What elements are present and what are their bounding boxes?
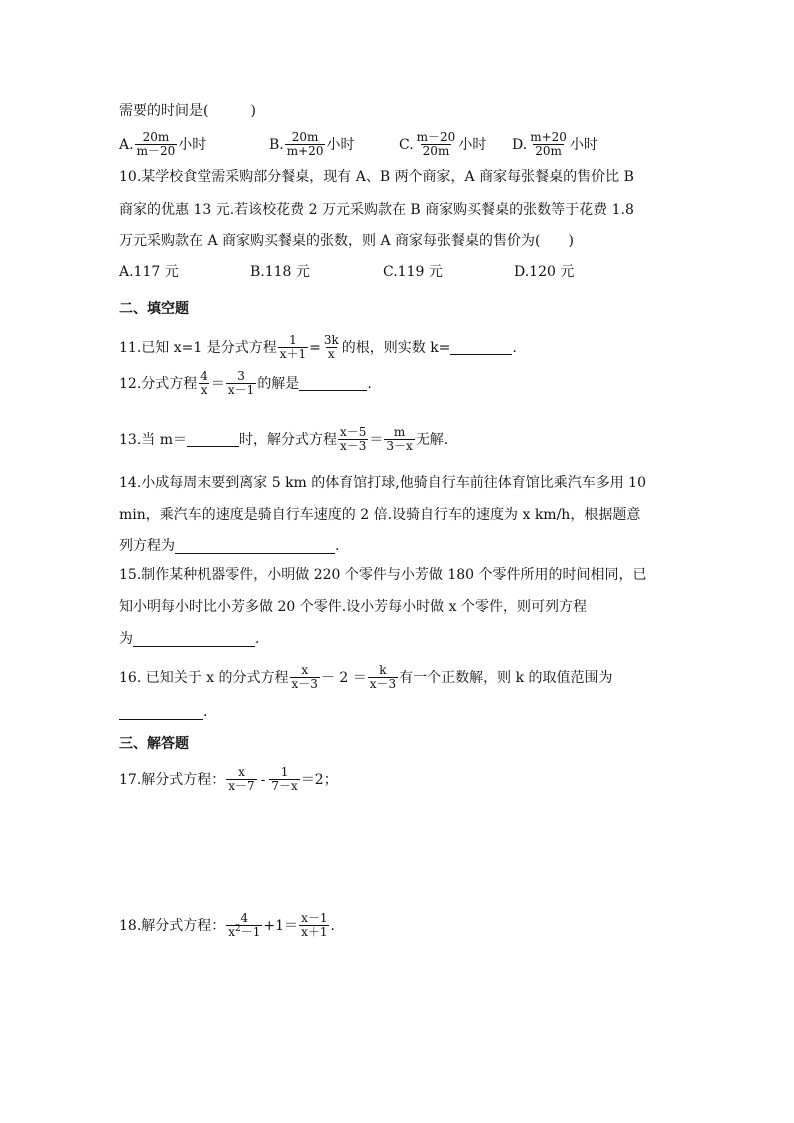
q9-options	[119, 131, 598, 158]
answer-blank[interactable]	[119, 705, 203, 720]
fraction: $\frac{1}{7-x}$	[271, 765, 298, 793]
fraction: $\frac{4}{x}$	[200, 369, 208, 397]
q9-stem: 需要的时间是( )	[119, 103, 256, 119]
answer-blank[interactable]	[175, 539, 335, 554]
q18: 18.解分式方程： $\frac{4}{x^2-1}$ +1＝ $\frac{x-1}{x+1}$ .	[119, 911, 335, 939]
q10-option-b[interactable]: B.118 元	[250, 264, 310, 280]
q9-option-c[interactable]: C. $\frac{m-20}{20m}$ 小时	[399, 130, 487, 158]
fraction: $\frac{4}{x^2-1}$	[228, 911, 261, 939]
answer-blank[interactable]	[133, 632, 255, 647]
fraction: $\frac{20m}{m+20}$	[286, 130, 324, 158]
q14-line-1: 14.小成每周末要到离家 5 km 的体育馆打球,他骑自行车前往体育馆比乘汽车多用 10	[119, 475, 646, 491]
q12: 12.分式方程 $\frac{4}{x}$ ＝ $\frac{3}{x-1}$ 的解是 .	[119, 369, 372, 397]
q10-option-d[interactable]: D.120 元	[514, 264, 575, 280]
fraction: $\frac{1}{x+1}$	[279, 333, 307, 361]
fraction: $\frac{3}{x-1}$	[227, 369, 255, 397]
fraction: $\frac{k}{x-3}$	[369, 663, 397, 691]
q10-line-3: 万元采购款在 A 商家购买餐桌的张数，则 A 商家每张餐桌的售价为( )	[119, 233, 574, 249]
fraction: $\frac{m}{3-x}$	[386, 425, 413, 453]
fraction: $\frac{x}{x-3}$	[291, 663, 318, 691]
q10-line-2: 商家的优惠 13 元.若该校花费 2 万元采购款在 B 商家购买餐桌的张数等于花费 1.8	[119, 202, 634, 218]
fraction: $\frac{x-1}{x+1}$	[301, 911, 328, 939]
fraction: $\frac{m+20}{20m}$	[530, 130, 567, 158]
q10-line-1: 10.某学校食堂需采购部分餐桌，现有 A、B 两个商家，A 商家每张餐桌的售价比 B	[119, 169, 634, 185]
q15-line-3: 为 .	[119, 631, 260, 647]
q14-line-3: 列方程为 .	[119, 538, 340, 554]
section-heading-solve: 三、解答题	[119, 736, 189, 752]
q13: 13.当 m＝ 时，解分式方程 $\frac{x-5}{x-3}$ ＝ $\frac{m}{3-x}$ 无解.	[119, 425, 449, 453]
q15-line-2: 知小明每小时比小芳多做 20 个零件.设小芳每小时做 x 个零件，则可列方程	[119, 599, 587, 615]
fraction: $\frac{x}{x-7}$	[228, 765, 255, 793]
q17: 17.解分式方程： $\frac{x}{x-7}$ - $\frac{1}{7-x}$ ＝2；	[119, 765, 338, 793]
q9-option-b[interactable]: B. $\frac{20m}{m+20}$ 小时	[269, 130, 355, 158]
q16: 16. 已知关于 x 的分式方程 $\frac{x}{x-3}$ － 2 ＝ $\frac{k}{x-3}$ 有一个正数解，则 k 的取值范围为	[119, 663, 613, 691]
fraction: $\frac{3k}{x}$	[323, 333, 339, 361]
fraction: $\frac{x-5}{x-3}$	[340, 425, 367, 453]
q10-option-a[interactable]: A.117 元	[119, 264, 179, 280]
q14-line-2: min，乘汽车的速度是骑自行车速度的 2 倍.设骑自行车的速度为 x km/h，根据题意	[119, 507, 641, 523]
q16-answer-line: .	[119, 703, 207, 721]
q9-option-a[interactable]: A. $\frac{20m}{m-20}$ 小时	[119, 130, 207, 158]
q15-line-1: 15.制作某种机器零件，小明做 220 个零件与小芳做 180 个零件所用的时间相同，已	[119, 567, 647, 583]
q10-options	[119, 263, 574, 281]
section-heading-fill-in: 二、填空题	[119, 301, 189, 317]
q9-option-d[interactable]: D. $\frac{m+20}{20m}$ 小时	[512, 130, 598, 158]
q10-option-c[interactable]: C.119 元	[383, 264, 443, 280]
fraction: $\frac{m-20}{20m}$	[416, 130, 456, 158]
fraction: $\frac{20m}{m-20}$	[136, 130, 176, 158]
q11: 11.已知 x=1 是分式方程 $\frac{1}{x+1}$ = $\frac{3k}{x}$ 的根，则实数 k= .	[119, 333, 517, 361]
answer-blank[interactable]	[450, 340, 512, 355]
answer-blank[interactable]	[299, 376, 367, 391]
answer-blank[interactable]	[187, 432, 239, 447]
